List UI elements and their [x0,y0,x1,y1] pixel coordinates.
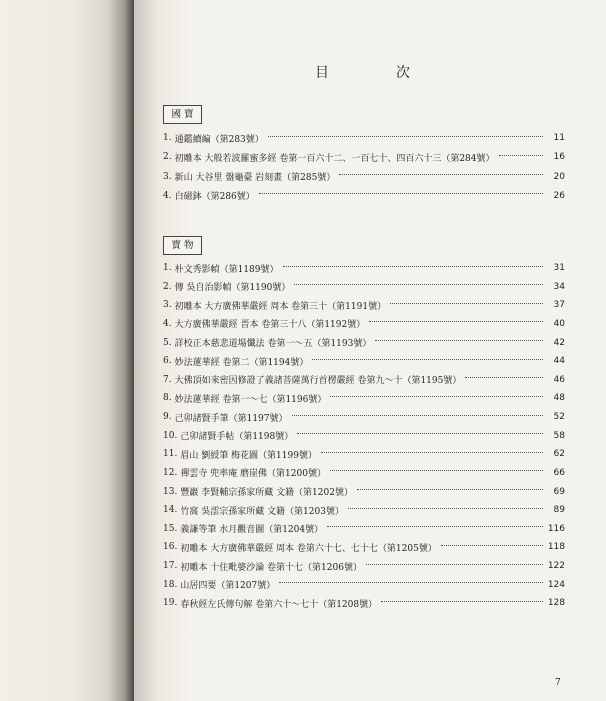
entry-title: 通鑑續編（第283號） [174,134,264,145]
entry-page-number: 16 [553,152,565,163]
dot-leader [294,284,543,285]
entry-page-number: 124 [547,579,565,590]
entry-title: 初雕本 十住毗婆沙論 卷第十七（第1206號） [180,562,362,573]
page-title [315,62,410,82]
dot-leader [339,174,543,175]
entry-title: 豐巖 李賢輔宗孫家所藏 文籍（第1202號） [180,488,353,499]
entry-number: 8. [163,393,172,404]
entry-title: 初雕本 大方廣佛華嚴經 周本 卷第三十（第1191號） [174,301,387,312]
entry-page-number: 118 [547,542,565,553]
section-heading: 國 寶 [163,105,202,124]
entry-title: 朴文秀影幀（第1189號） [174,264,279,275]
entry-number: 3. [163,171,172,182]
entry-page-number: 52 [553,412,565,423]
dot-leader [279,582,543,583]
entry-number: 9. [163,412,172,423]
entry-page-number: 44 [553,356,565,367]
dot-leader [375,340,543,341]
section-heading: 寶 物 [163,236,202,255]
entry-title: 己卯諸賢手帖（第1198號） [180,432,294,443]
toc-entry[interactable] [163,485,565,499]
entry-number: 2. [163,281,172,292]
entry-page-number: 58 [553,430,565,441]
entry-number: 1. [163,133,172,143]
left-page-gutter [0,0,134,701]
entry-page-number: 116 [547,523,565,534]
entry-page-number: 69 [553,486,565,497]
entry-page-number: 26 [553,190,565,201]
toc-entry[interactable] [163,261,565,275]
entry-number: 3. [163,300,172,311]
entry-title: 春秋經左氏傳句解 卷第六十～七十（第1208號） [180,599,378,610]
entry-number: 5. [163,337,172,348]
toc-entry[interactable] [163,522,565,536]
toc-entry[interactable] [163,503,565,517]
entry-number: 4. [163,318,172,329]
entry-page-number: 40 [553,318,565,329]
dot-leader [357,489,543,490]
entry-number: 11. [163,449,178,460]
entry-page-number: 11 [553,133,565,143]
entry-title: 妙法蓮華經 卷第二（第1194號） [174,357,309,368]
entry-title: 初雕本 大方廣佛華嚴經 周本 卷第六十七、七十七（第1205號） [180,543,437,554]
entry-title: 詳校正本慈悲道場懺法 卷第一～五（第1193號） [174,339,372,350]
entry-title: 白磁鉢（第286號） [174,192,255,203]
entry-page-number: 128 [547,598,565,609]
toc-entry[interactable] [163,189,565,203]
entry-page-number: 66 [553,467,565,478]
toc-entry[interactable] [163,317,565,331]
entry-title: 山居四要（第1207號） [180,581,276,592]
entry-page-number: 46 [553,374,565,385]
entry-number: 16. [163,542,178,553]
entry-page-number: 20 [553,171,565,182]
dot-leader [441,545,543,546]
entry-number: 12. [163,467,178,478]
entry-title: 初雕本 大般若波羅蜜多經 卷第一百六十二、一百七十、四百六十三（第284號） [174,153,495,164]
page-title-char-2: 次 [396,65,410,81]
entry-page-number: 89 [553,505,565,516]
entry-number: 2. [163,152,172,163]
dot-leader [499,155,544,156]
entry-number: 1. [163,263,172,273]
entry-number: 6. [163,356,172,367]
entry-number: 7. [163,374,172,385]
dot-leader [366,564,543,565]
entry-title: 妙法蓮華經 卷第一～七（第1196號） [174,394,327,405]
entry-number: 13. [163,486,178,497]
dot-leader [390,303,543,304]
dot-leader [292,415,544,416]
page-title-char-1: 目 [315,65,329,81]
toc-entry[interactable] [163,447,565,461]
dot-leader [297,433,543,434]
toc-entry[interactable] [163,559,565,573]
entry-page-number: 62 [553,449,565,460]
entry-title: 傳 吳自治影幀（第1190號） [174,283,291,294]
entry-title: 大佛頂如來密因修證了義諸菩薩萬行首楞嚴經 卷第九～十（第1195號） [174,376,462,387]
toc-entry[interactable] [163,336,565,350]
entry-title: 義謙等筆 水月觀音圖（第1204號） [180,525,324,536]
entry-page-number: 42 [553,337,565,348]
entry-number: 18. [163,579,178,590]
dot-leader [348,508,543,509]
dot-leader [283,266,544,267]
dot-leader [330,396,543,397]
entry-page-number: 31 [553,263,565,273]
entry-number: 10. [163,430,178,441]
dot-leader [312,359,543,360]
entry-page-number: 34 [553,281,565,292]
toc-entry[interactable] [163,298,565,312]
entry-page-number: 122 [547,561,565,572]
entry-title: 禪雲寺 兜率庵 磨崖佛（第1200號） [180,469,326,480]
entry-page-number: 48 [553,393,565,404]
toc-entry[interactable] [163,391,565,405]
toc-entry[interactable] [163,596,565,610]
toc-entry[interactable] [163,540,565,554]
toc-entry[interactable] [163,466,565,480]
entry-number: 17. [163,561,178,572]
toc-entry[interactable] [163,373,565,387]
toc-entry[interactable] [163,429,565,443]
toc-entry[interactable] [163,578,565,592]
entry-page-number: 37 [553,300,565,311]
dot-leader [369,321,543,322]
entry-number: 4. [163,190,172,201]
dot-leader [259,193,543,194]
entry-title: 竹窩 吳澐宗孫家所藏 文籍（第1203號） [180,506,344,517]
entry-title: 眉山 劉綬筆 梅花圖（第1199號） [180,450,317,461]
toc-entry[interactable] [163,354,565,368]
entry-number: 14. [163,505,178,516]
dot-leader [465,377,543,378]
page-number: 7 [555,678,561,688]
entry-title: 大方廣佛華嚴經 晋本 卷第三十八（第1192號） [174,320,366,331]
entry-title: 己卯諸賢手筆（第1197號） [174,413,288,424]
toc-entry[interactable] [163,410,565,424]
entry-number: 19. [163,598,178,609]
dot-leader [321,452,543,453]
toc-entry[interactable] [163,150,565,164]
dot-leader [327,526,543,527]
toc-entry[interactable] [163,170,565,184]
toc-entry[interactable] [163,280,565,294]
toc-entry[interactable] [163,131,565,145]
dot-leader [330,470,543,471]
entry-number: 15. [163,523,178,534]
dot-leader [381,601,543,602]
entry-title: 新山 大谷里 盤龜臺 岩刻畫（第285號） [174,173,336,184]
dot-leader [268,136,543,137]
